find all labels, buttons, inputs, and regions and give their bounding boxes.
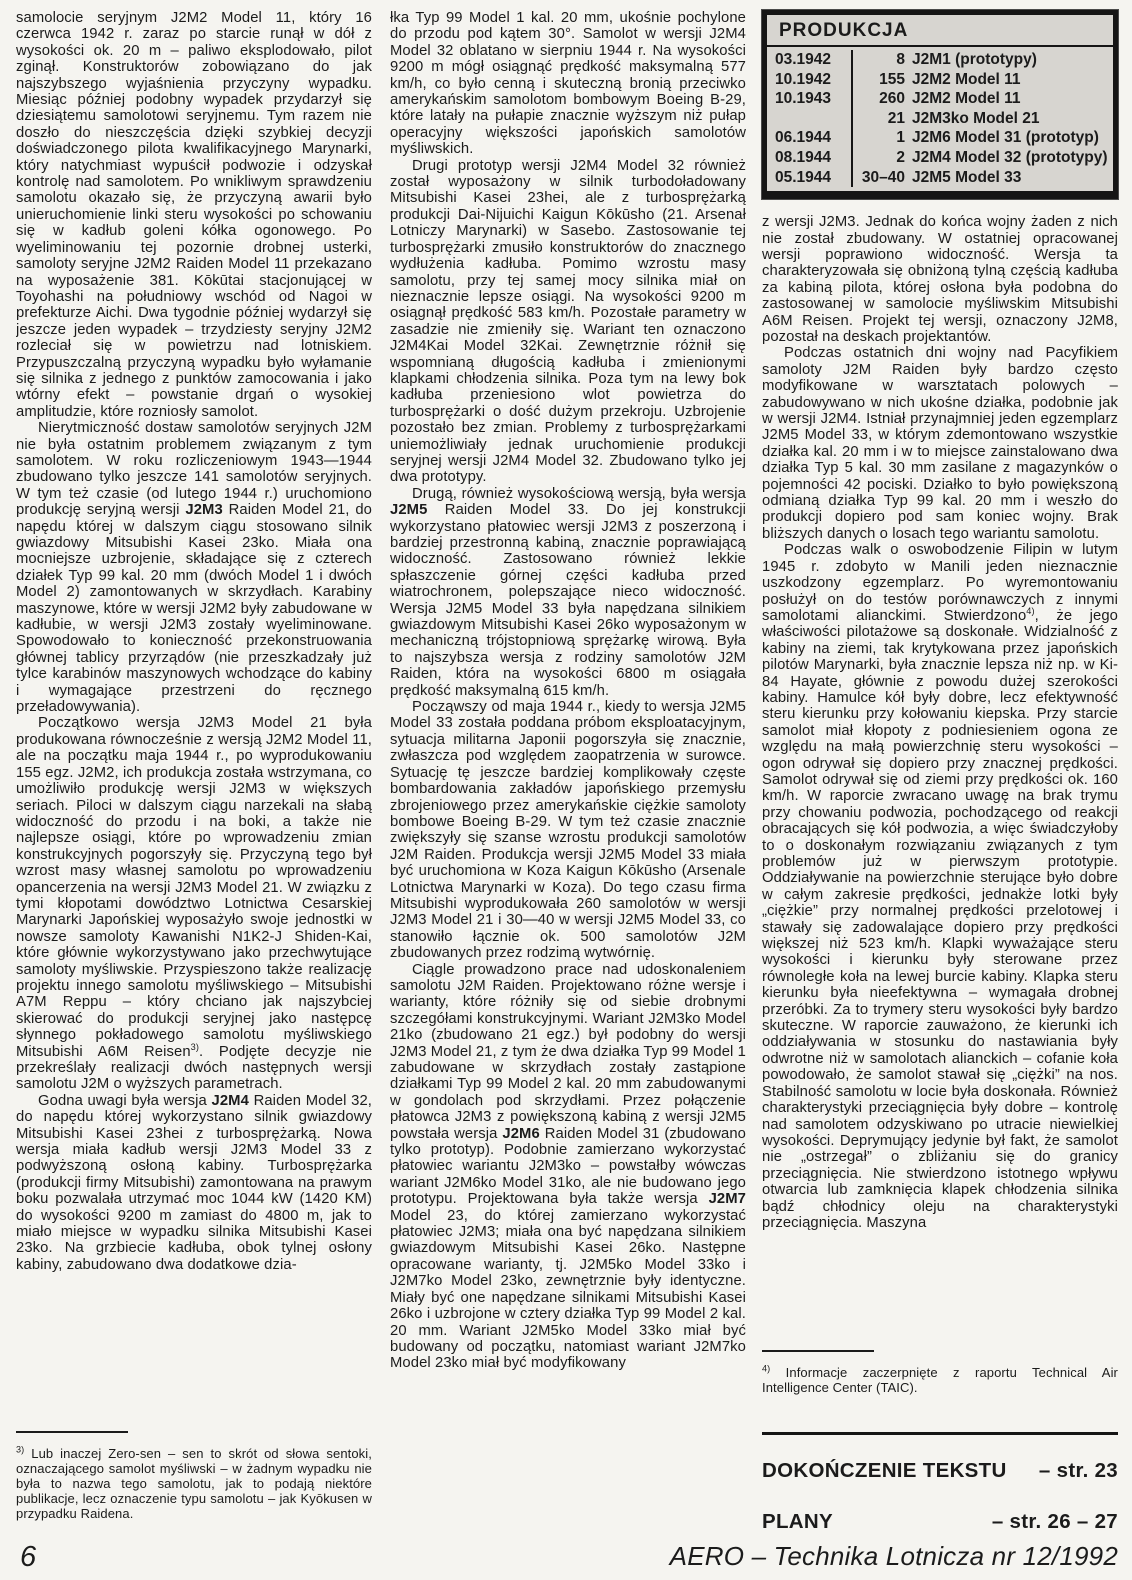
production-row bbox=[767, 109, 1113, 129]
production-count: 21 bbox=[887, 109, 905, 127]
production-count: 8 bbox=[896, 51, 905, 68]
page-number: 6 bbox=[20, 1541, 37, 1573]
plans-row bbox=[762, 1510, 1118, 1534]
paragraph bbox=[16, 715, 372, 1092]
production-row bbox=[767, 50, 1113, 70]
production-label: J2M2 Model 11 bbox=[912, 90, 1021, 108]
production-entry-cell bbox=[853, 109, 1113, 129]
production-entry-cell bbox=[853, 50, 1113, 70]
text-segment: Raiden Model 21, do napędu której w dalszym ciągu stosowano silnik gwiazdowy Mitsubishi Kasei 23ko. Miała ona mocniejsze uzbrojenie, składające się z czterech działek Typ 99 kal. 20 mm (dwóch Model 1 i dwóch Model 2) zamontowanych w skrzydłach. Karabiny maszynowe, które w wersji J2M2 były zabudowane w kadłubie, w wersji J2M3 zostały wyeliminowane. Spowodowało to konieczność przekonstruowania głównej tablicy przyrządów (nie przeszkadzały już tylce karabinów maszynowych wchodzące do kabiny i wymagające przestrzeni do ręcznego przeładowywania). bbox=[16, 502, 372, 716]
paragraph bbox=[390, 699, 746, 962]
text-segment: Drugą, również wysokościową wersją, była wersja bbox=[412, 485, 746, 502]
paragraph bbox=[16, 10, 372, 420]
production-entry-cell bbox=[853, 128, 1113, 148]
production-table-title: PRODUKCJA bbox=[767, 15, 1113, 47]
production-label: J2M2 Model 11 bbox=[912, 70, 1021, 88]
text-segment: J2M6 bbox=[502, 1125, 540, 1142]
text-segment: łka Typ 99 Model 1 kal. 20 mm, ukośnie pochylone do przodu pod kątem 30°. Samolot w wersji J2M4 Model 32 oblatano w sierpniu 1944 r. Na wysokości 9200 m mógł osiągnąć prędkość maksymalną 577 km/h, co było cenną i skuteczną bronią przeciwko amerykańskim samolotom bombowym Boeing B-29, które latały na pułapie znacznie wyższym niż pułap operacyjny większości japońskich samolotów myśliwskich. bbox=[390, 10, 746, 158]
production-table bbox=[762, 10, 1118, 199]
continuation-row bbox=[762, 1459, 1118, 1483]
production-label: J2M1 (prototypy) bbox=[912, 51, 1037, 68]
production-date-cell: 10.1942 bbox=[767, 70, 853, 90]
right-column-text bbox=[762, 214, 1118, 1231]
text-segment: Raiden Model 33. Do jej konstrukcji wykorzystano płatowiec wersji J2M3 z poszerzoną i bardziej przestronną kabiną, znacznie poprawiającą widoczność. Zastosowano również lekkie spłaszczenie górnej części kadłuba przed wiatrochronem, polepszające nieco widoczność. Wersja J2M5 Model 33 była napędzana silnikiem gwiazdowym Mitsubishi Kasei 26ko wyposażonym w mechaniczną trójstopniową sprężarkę wirową. Była to najszybsza wersja z rodziny samolotów J2M Raiden, która na wysokości 6800 m osiągała prędkość maksymalną 615 km/h. bbox=[390, 502, 746, 699]
production-date-cell bbox=[767, 109, 853, 129]
footnote-marker: 4) bbox=[1026, 605, 1035, 616]
paragraph bbox=[390, 158, 746, 486]
text-segment: Raiden Model 32, do napędu której wykorzystano silnik gwiazdowy Mitsubishi Kasei 23hei z turbosprężarką. Nowa wersja miała kadłub wersji J2M3 Model 33 z podwyższoną osłoną kabiny. Turbosprężarka (produkcji firmy Mitsubishi) zamontowana na prawym boku pozwalała utrzymać moc 1044 kW (1420 KM) do wysokości 9200 m zamiast do 4800 m, jak to miało miejsce w wypadku silnika Mitsubishi Kasei 23ko. Na grzbiecie kadłuba, obok tylnej osłony kabiny, zabudowano dwa dodatkowe dzia- bbox=[16, 1092, 372, 1273]
text-segment: Lub inaczej Zero-sen – sen to skrót od słowa sentoki, oznaczającego samolot myśliwski – w żadnym wypadku nie była to nazwa tego samolotu, jak to podają niektóre publikacje, lecz oznaczenie typu samolotu – jak Kyōkusen w przypadku Raidena. bbox=[16, 1446, 372, 1521]
continuation-page: – str. 23 bbox=[1038, 1459, 1118, 1482]
production-date-cell: 03.1942 bbox=[767, 50, 853, 70]
footnote-3-text bbox=[16, 1446, 372, 1521]
production-date-cell: 08.1944 bbox=[767, 148, 853, 168]
production-entry-cell bbox=[853, 89, 1113, 109]
paragraph bbox=[762, 542, 1118, 1231]
paragraph bbox=[390, 486, 746, 699]
article-column-left bbox=[16, 10, 372, 1534]
paragraph bbox=[390, 10, 746, 158]
text-segment: J2M4 bbox=[211, 1092, 249, 1109]
continuation-links bbox=[762, 1408, 1118, 1534]
production-date-cell: 05.1944 bbox=[767, 168, 853, 188]
text-segment: z wersji J2M3. Jednak do końca wojny żaden z nich nie został zbudowany. W ostatniej opracowanej wersji poprawiono widoczność. Wersja ta charakteryzowała się obniżoną tylną częścią kadłuba za kabiną pilota, której osłona była podobna do zastosowanej w samolocie myśliwskim Mitsubishi A6M Reisen. Projekt tej wersji, oznaczony J2M8, pozostał na deskach projektantów. bbox=[762, 214, 1118, 345]
production-row bbox=[767, 168, 1113, 188]
production-count: 2 bbox=[896, 148, 905, 166]
footnote-4 bbox=[762, 1340, 1118, 1408]
continuation-label: DOKOŃCZENIE TEKSTU bbox=[762, 1459, 1007, 1482]
production-row bbox=[767, 70, 1113, 90]
production-count: 1 bbox=[896, 129, 905, 147]
text-segment: Raiden Model 31 (zbudowano tylko prototyp). Podobnie zamierzano wykorzystać płatowiec wariantu J2M3ko – powstałby wówczas wariant J2M6ko Model 31ko, ale nie budowano jego prototypu. Projektowana była także wersja bbox=[390, 1125, 746, 1208]
production-count: 260 bbox=[879, 90, 905, 108]
text-segment: Początkowo wersja J2M3 Model 21 była produkowana równocześnie z wersją J2M2 Model 11, ale na początku maja 1944 r., po wyprodukowaniu 155 egz. J2M2, ich produkcja została wstrzymana, co umożliwiło produkcję wersji J2M3 w większych seriach. Piloci w dalszym ciągu narzekali na słabą widoczność do przodu i na boki, a także nie najlepsze osiągi, które po wprowadzeniu zmian konstrukcyjnych pogorszyły się. Przyczyną tego był wzrost masy własnej samolotu po wprowadzeniu opancerzenia na wersji J2M3 Model 21. W związku z tymi kłopotami dowództwo Lotnictwa Cesarskiej Marynarki Japońskiej wyposażyło swoje jednostki w nowsze samoloty Kawanishi N1K2-J Shiden-Kai, które głównie wykorzystywano jako przechwytujące samoloty myśliwskie. Przyspieszono także realizację projektu innego samolotu myśliwskiego – Mitsubishi A7M Reppu – który chciano jak najszybciej skierować do produkcji seryjnej jako następcę słynnego pokładowego samolotu myśliwskiego Mitsubishi A6M Reisen bbox=[16, 715, 372, 1060]
article-column-middle bbox=[390, 10, 746, 1534]
links-divider bbox=[762, 1432, 1118, 1435]
production-row bbox=[767, 148, 1113, 168]
footnote-4-text bbox=[762, 1365, 1118, 1395]
footnote-rule bbox=[762, 1350, 874, 1352]
footnote-3 bbox=[16, 1421, 372, 1534]
production-label: J2M4 Model 32 (prototypy) bbox=[912, 148, 1108, 166]
production-entry-cell bbox=[853, 70, 1113, 90]
paragraph bbox=[762, 345, 1118, 542]
text-segment: Drugi prototyp wersji J2M4 Model 32 również został wyposażony w silnik turbodoładowany Mitsubishi Kasei 23hei, ale z turbosprężarką produkcji Dai-Nijuichi Kaigun Kōkūsho (21. Arsenał Lotniczy Marynarki) w Sasebo. Zastosowanie tej turbosprężarki zmusiło konstruktorów do znacznego wydłużenia kadłuba. Pomimo wzrostu masy samolotu, przy tej samej mocy silnika miał on nieznacznie lepsze osiągi. Na wysokości 9200 m osiągnął prędkość 583 km/h. Pozostałe parametry w zasadzie nie zmieniły się. Wariant ten oznaczono J2M4Kai Model 32Kai. Zewnętrznie różnił się wspomnianą długością kadłuba i zmienionymi klapkami chłodzenia silnika. Poza tym na lewy bok kadłuba przeniesiono wlot powietrza do turbosprężarki o dość dużym przekroju. Uzbrojenie pozostało bez zmian. Problemy z turbosprężarkami uniemożliwiały jednak uruchomienie produkcji seryjnej wersji J2M4 Model 32. Zbudowano tylko jej dwa prototypy. bbox=[390, 157, 746, 486]
footnote-marker: 4) bbox=[762, 1363, 771, 1374]
left-column-text bbox=[16, 10, 372, 1273]
text-segment: samolocie seryjnym J2M2 Model 11, który 16 czerwca 1942 r. zaraz po starcie runął w dół z wysokości ok. 20 m – paliwo eksplodowało, pilot zginął. Konstruktorów zobowiązano do jak najszybszego wyjaśnienia przyczyny wypadku. Miesiąc później podobny wypadek przydarzył się dziesiątemu samolotowi seryjnemu. Tym razem nie doszło do nieszczęścia dzięki szybkiej decyzji doświadczonego pilota kwalifikacyjnego Marynarki, który natychmiast wypuścił podwozie i odzyskał kontrolę nad samolotem. Po wnikliwym sprawdzeniu samolotu okazało się, że przyczyną awarii było unieruchomienie linki steru wysokości po schowaniu się w kadłub goleni kółka ogonowego. Po wyeliminowaniu tej pozornie drobnej usterki, samoloty seryjne J2M2 Raiden Model 11 przekazano na wyposażenie 381. Kōkūtai stacjonującej w Toyohashi na południowy wschód od Nagoi w prefekturze Aichi. Dwa tygodnie później wydarzył się jeszcze jeden wypadek – trzydziesty seryjny J2M2 rozleciał się w powietrzu nad lotniskiem. Przypuszczalną przyczyną wypadku było wyłamanie się silnika z jednego z punktów zamocowania i jako wtórny efekt – powstanie drgań o wysokiej amplitudzie, które rozniosły samolot. bbox=[16, 10, 372, 420]
text-segment: J2M5 bbox=[390, 502, 428, 519]
text-segment: Podczas walk o oswobodzenie Filipin w lutym 1945 r. zdobyto w Manili jeden nieznacznie uszkodzony egzemplarz. Po wyremontowaniu posłużył on do testów porównawczych z innymi samolotami alianckimi. Stwierdzono bbox=[762, 542, 1118, 624]
production-date-cell: 10.1943 bbox=[767, 89, 853, 109]
text-segment: Nierytmiczność dostaw samolotów seryjnych J2M nie była ostatnim problemem związanym z tym samolotem. W roku rozliczeniowym 1943—1944 zbudowano tylko jeszcze 141 samolotów seryjnych. W tym też czasie (od lutego 1944 r.) uruchomiono produkcję seryjną wersji bbox=[16, 420, 372, 519]
text-segment: J2M3 bbox=[185, 502, 223, 519]
production-row bbox=[767, 89, 1113, 109]
footnote-rule bbox=[16, 1431, 128, 1433]
paragraph bbox=[16, 1093, 372, 1273]
footnote-marker: 3) bbox=[190, 1041, 200, 1052]
text-segment: . Podjęte decyzje nie przekreślały realizacji dwóch następnych wersji samolotu J2M o wyższych parametrach. bbox=[16, 1043, 372, 1093]
text-segment: Podczas ostatnich dni wojny nad Pacyfikiem samoloty J2M Raiden były bardzo często modyfikowane w warsztatach polowych – zabudowywano w nich ukośne działka, podobnie jak w wersji J2M4. Istniał przynajmniej jeden egzemplarz J2M5 Model 33, w którym zdemontowano wszystkie działka kal. 20 mm i w to miejsce zainstalowano dwa działka Typ 5 kal. 30 mm zasilane z magazynków o pojemności 42 pociski. Działko to było powiększoną odmianą działka Typ 99 kal. 20 mm i weszło do produkcji dopiero pod sam koniec wojny. Brak bliższych danych o losach tego wariantu samolotu. bbox=[762, 345, 1118, 542]
text-segment: Model 23, do której zamierzano wykorzystać płatowiec J2M3; miała ona być napędzana silnikiem gwiazdowym Mitsubishi Kasei 26ko. Następne opracowane warianty, tj. J2M5ko Model 33ko i J2M7ko Model 23ko, zewnętrznie były identyczne. Miały być one napędzane silnikami Mitsubishi Kasei 26ko i uzbrojone w cztery działka Typ 99 Model 2 kal. 20 mm. Wariant J2M5ko Model 33ko miał być budowany od początku, natomiast wariant J2M7ko Model 23ko miał być modyfikowany bbox=[390, 1207, 746, 1372]
article-column-right bbox=[762, 10, 1118, 1534]
production-label: J2M5 Model 33 bbox=[912, 168, 1022, 186]
production-label: J2M3ko Model 21 bbox=[912, 109, 1040, 127]
text-segment: Począwszy od maja 1944 r., kiedy to wersja J2M5 Model 33 została poddana próbom eksploatacyjnym, sytuacja militarna Japonii pogorszyła się znacznie, zwłaszcza pod względem zaopatrzenia w surowce. Sytuację tę jeszcze bardziej komplikowały częste bombardowania zakładów japońskiego przemysłu zbrojeniowego przez amerykańskie ciężkie samoloty bombowe Boeing B-29. W tym też czasie znacznie zwiększyły się szanse wzrostu produkcji samolotów J2M Raiden. Produkcja wersji J2M5 Model 33 miała być uruchomiona w Koza Kaigun Kōkūsho (Arsenale Lotnictwa Marynarki w Koza). Do tego czasu firma Mitsubishi wyprodukowała 260 samolotów w wersji J2M3 Model 21 i 30—40 w wersji J2M5 Model 33, co stanowiło łącznie ok. 500 samolotów J2M zbudowanych przez rodzimą wytwórnię. bbox=[390, 699, 746, 962]
magazine-title: AERO – Technika Lotnicza nr 12/1992 bbox=[669, 1541, 1118, 1571]
text-segment: Informacje zaczerpnięte z raportu Technical Air Intelligence Center (TAIC). bbox=[762, 1365, 1118, 1395]
production-row bbox=[767, 128, 1113, 148]
production-label: J2M6 Model 31 (prototyp) bbox=[912, 129, 1099, 147]
text-segment: Ciągle prowadzono prace nad udoskonaleniem samolotu J2M Raiden. Projektowano różne wersje i warianty, które różniły się od siebie drobnymi szczegółami konstrukcyjnymi. Wariant J2M3ko Model 21ko (zbudowano 21 egz.) był podobny do wersji J2M3 Model 21, z tym że dwa działka Typ 99 Model 1 zabudowane w skrzydłach zostały zastąpione działkami Typ 99 Model 2 kal. 20 mm zabudowanymi w gondolach pod skrzydłami. Przez połączenie płatowca J2M3 z powiększoną kabiną z wersji J2M5 powstała wersja bbox=[390, 961, 746, 1142]
plans-label: PLANY bbox=[762, 1510, 833, 1533]
paragraph bbox=[16, 420, 372, 715]
paragraph bbox=[762, 214, 1118, 345]
production-table-body bbox=[767, 47, 1113, 191]
footnote-marker: 3) bbox=[16, 1444, 25, 1455]
production-count: 30–40 bbox=[861, 168, 905, 186]
text-segment: Godna uwagi była wersja bbox=[38, 1092, 212, 1109]
production-entry-cell bbox=[853, 148, 1113, 168]
production-date-cell: 06.1944 bbox=[767, 128, 853, 148]
text-segment: J2M7 bbox=[708, 1191, 746, 1208]
plans-page: – str. 26 – 27 bbox=[991, 1510, 1118, 1533]
paragraph bbox=[390, 962, 746, 1372]
text-segment: , że jego właściwości pilotażowe są doskonałe. Widzialność z kabiny na ziemi, tak krytykowana przez japońskich pilotów Marynarki, była znacznie lepsza niż np. w Ki-84 Hayate, głównie z powodu dużej szerokości kabiny. Hamulce kół były dobre, lecz efektywność steru kierunku przy kołowaniu kiepska. Przy starcie samolot miał kłopoty z podniesieniem ogona ze względu na małą powierzchnię steru wysokości – ogon odrywał się dopiero przy znacznej prędkości. Samolot odrywał się od ziemi przy prędkości ok. 160 km/h. W raporcie zwracano uwagę na brak trymu przy chowaniu podwozia, pochodzącego od reakcji obracających się kół podwozia, a więc świadczyłoby to o doskonałym rozwiązaniu związanych z tym problemów już w pierwszym prototypie. Oddziaływanie na powierzchnie sterujące było dobre w całym zakresie prędkości, jednakże lotki były „ciężkie” przy normalnej prędkości przelotowej i stawały się zadowalające dopiero przy prędkości większej niż 523 km/h. Klapki wyważające steru wysokości i kierunku były sterowane przez równoległe koła na lewej burcie kabiny. Klapka steru kierunku była nieefektywna – wymagała drobnej przeróbki. Za to trymery steru wysokości były bardzo skuteczne. W raporcie zauważono, że kierunki ich oddziaływania w stosunku do nastawiania były odwrotne niż w samolotach alianckich – cofanie koła powodowało, że samolot stawał się „ciężki” na nos. Stabilność samolotu w locie była doskonała. Również charakterystyki przeciągnięcia były dobre – kontrolę nad samolotem odzyskiwano po utracie niewielkiej wysokości. Deprymujący jedynie był fakt, że samolot nie „ostrzegał” o zbliżaniu się do granicy przeciągnięcia. Nie stwierdzono istotnego wpływu otwarcia lub zamknięcia klapek chłodzenia silnika bądź chłodnicy oleju na charakterystyki przeciągnięcia. Maszyna bbox=[762, 607, 1118, 1231]
production-count: 155 bbox=[879, 70, 905, 88]
production-entry-cell bbox=[853, 168, 1113, 188]
middle-column-text bbox=[390, 10, 746, 1372]
